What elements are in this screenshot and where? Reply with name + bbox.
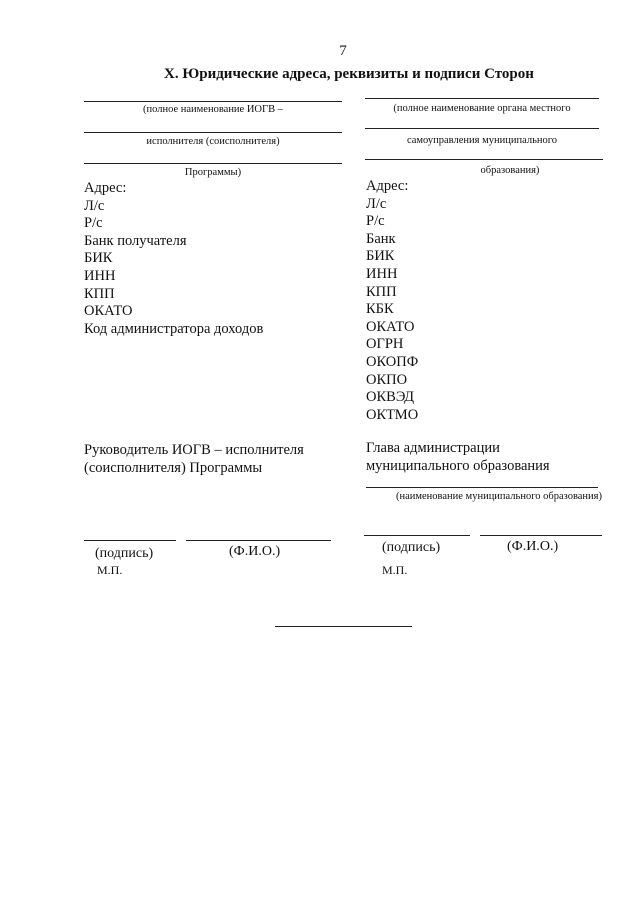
right-requisite-address: Адрес: <box>366 178 409 194</box>
right-signatory-title-line-1: Глава администрации <box>366 440 500 456</box>
right-requisite-bank: Банк <box>366 230 396 247</box>
left-signatory-title-line-2: (соисполнителя) Программы <box>84 460 263 476</box>
right-requisite-okopf: ОКОПФ <box>366 353 419 370</box>
right-caption-3: образования) <box>480 165 540 176</box>
left-requisite-bik: БИК <box>84 250 113 267</box>
right-name-blank-2 <box>365 128 599 129</box>
right-signature-label: (подпись) <box>382 540 441 555</box>
right-requisite-kpp: КПП <box>366 283 397 300</box>
left-caption-1: (полное наименование ИОГВ – <box>143 104 283 115</box>
left-name-blank <box>186 540 331 541</box>
left-name-blank-2 <box>84 132 342 133</box>
right-signature-blank <box>364 535 470 536</box>
right-requisite-personal-account: Л/с <box>366 195 387 212</box>
left-requisite-inn: ИНН <box>84 267 116 284</box>
right-caption-1: (полное наименование органа местного <box>393 103 571 114</box>
right-requisite-settlement-account: Р/с <box>366 213 385 230</box>
right-name-blank-1 <box>365 98 599 99</box>
left-caption-3: Программы) <box>184 167 242 178</box>
right-requisite-okved: ОКВЭД <box>366 389 415 406</box>
right-requisite-bik: БИК <box>366 248 395 265</box>
left-requisite-bank: Банк получателя <box>84 232 187 249</box>
left-requisite-okato: ОКАТО <box>84 303 133 320</box>
left-seal-label: М.П. <box>97 563 123 577</box>
right-municipality-blank <box>366 487 598 488</box>
right-caption-2: самоуправления муниципального <box>406 135 558 146</box>
page-number: 7 <box>339 43 347 59</box>
right-signatory-title-line-2: муниципального образования <box>366 458 550 474</box>
right-municipality-caption: (наименование муниципального образования) <box>395 491 603 502</box>
right-name-blank <box>480 535 602 536</box>
right-seal-label: М.П. <box>382 563 408 577</box>
left-signature-label: (подпись) <box>95 546 154 561</box>
right-name-blank-3 <box>365 159 603 160</box>
left-name-blank-3 <box>84 163 342 164</box>
left-signature-blank <box>84 540 176 541</box>
right-requisite-kbk: КБК <box>366 301 394 318</box>
left-requisite-settlement-account: Р/с <box>84 215 103 232</box>
left-requisite-address: Адрес: <box>84 180 127 196</box>
left-caption-2: исполнителя (соисполнителя) <box>146 136 280 147</box>
right-requisite-ogrn: ОГРН <box>366 336 404 353</box>
left-name-label: (Ф.И.О.) <box>229 544 281 559</box>
left-signatory-title-line-1: Руководитель ИОГВ – исполнителя <box>84 442 304 458</box>
right-requisite-oktmo: ОКТМО <box>366 406 419 423</box>
left-requisite-revenue-admin-code: Код администратора доходов <box>84 320 264 337</box>
left-requisites-list <box>84 180 263 338</box>
left-requisite-personal-account: Л/с <box>84 197 105 214</box>
left-requisite-kpp: КПП <box>84 285 115 302</box>
right-name-label: (Ф.И.О.) <box>507 539 559 554</box>
right-requisite-inn: ИНН <box>366 265 398 282</box>
right-requisite-okato: ОКАТО <box>366 318 415 335</box>
left-name-blank-1 <box>84 101 342 102</box>
section-heading: X. Юридические адреса, реквизиты и подписи Сторон <box>164 66 534 82</box>
closing-separator <box>275 626 412 627</box>
right-requisite-okpo: ОКПО <box>366 371 408 388</box>
right-requisites-list <box>366 178 418 424</box>
